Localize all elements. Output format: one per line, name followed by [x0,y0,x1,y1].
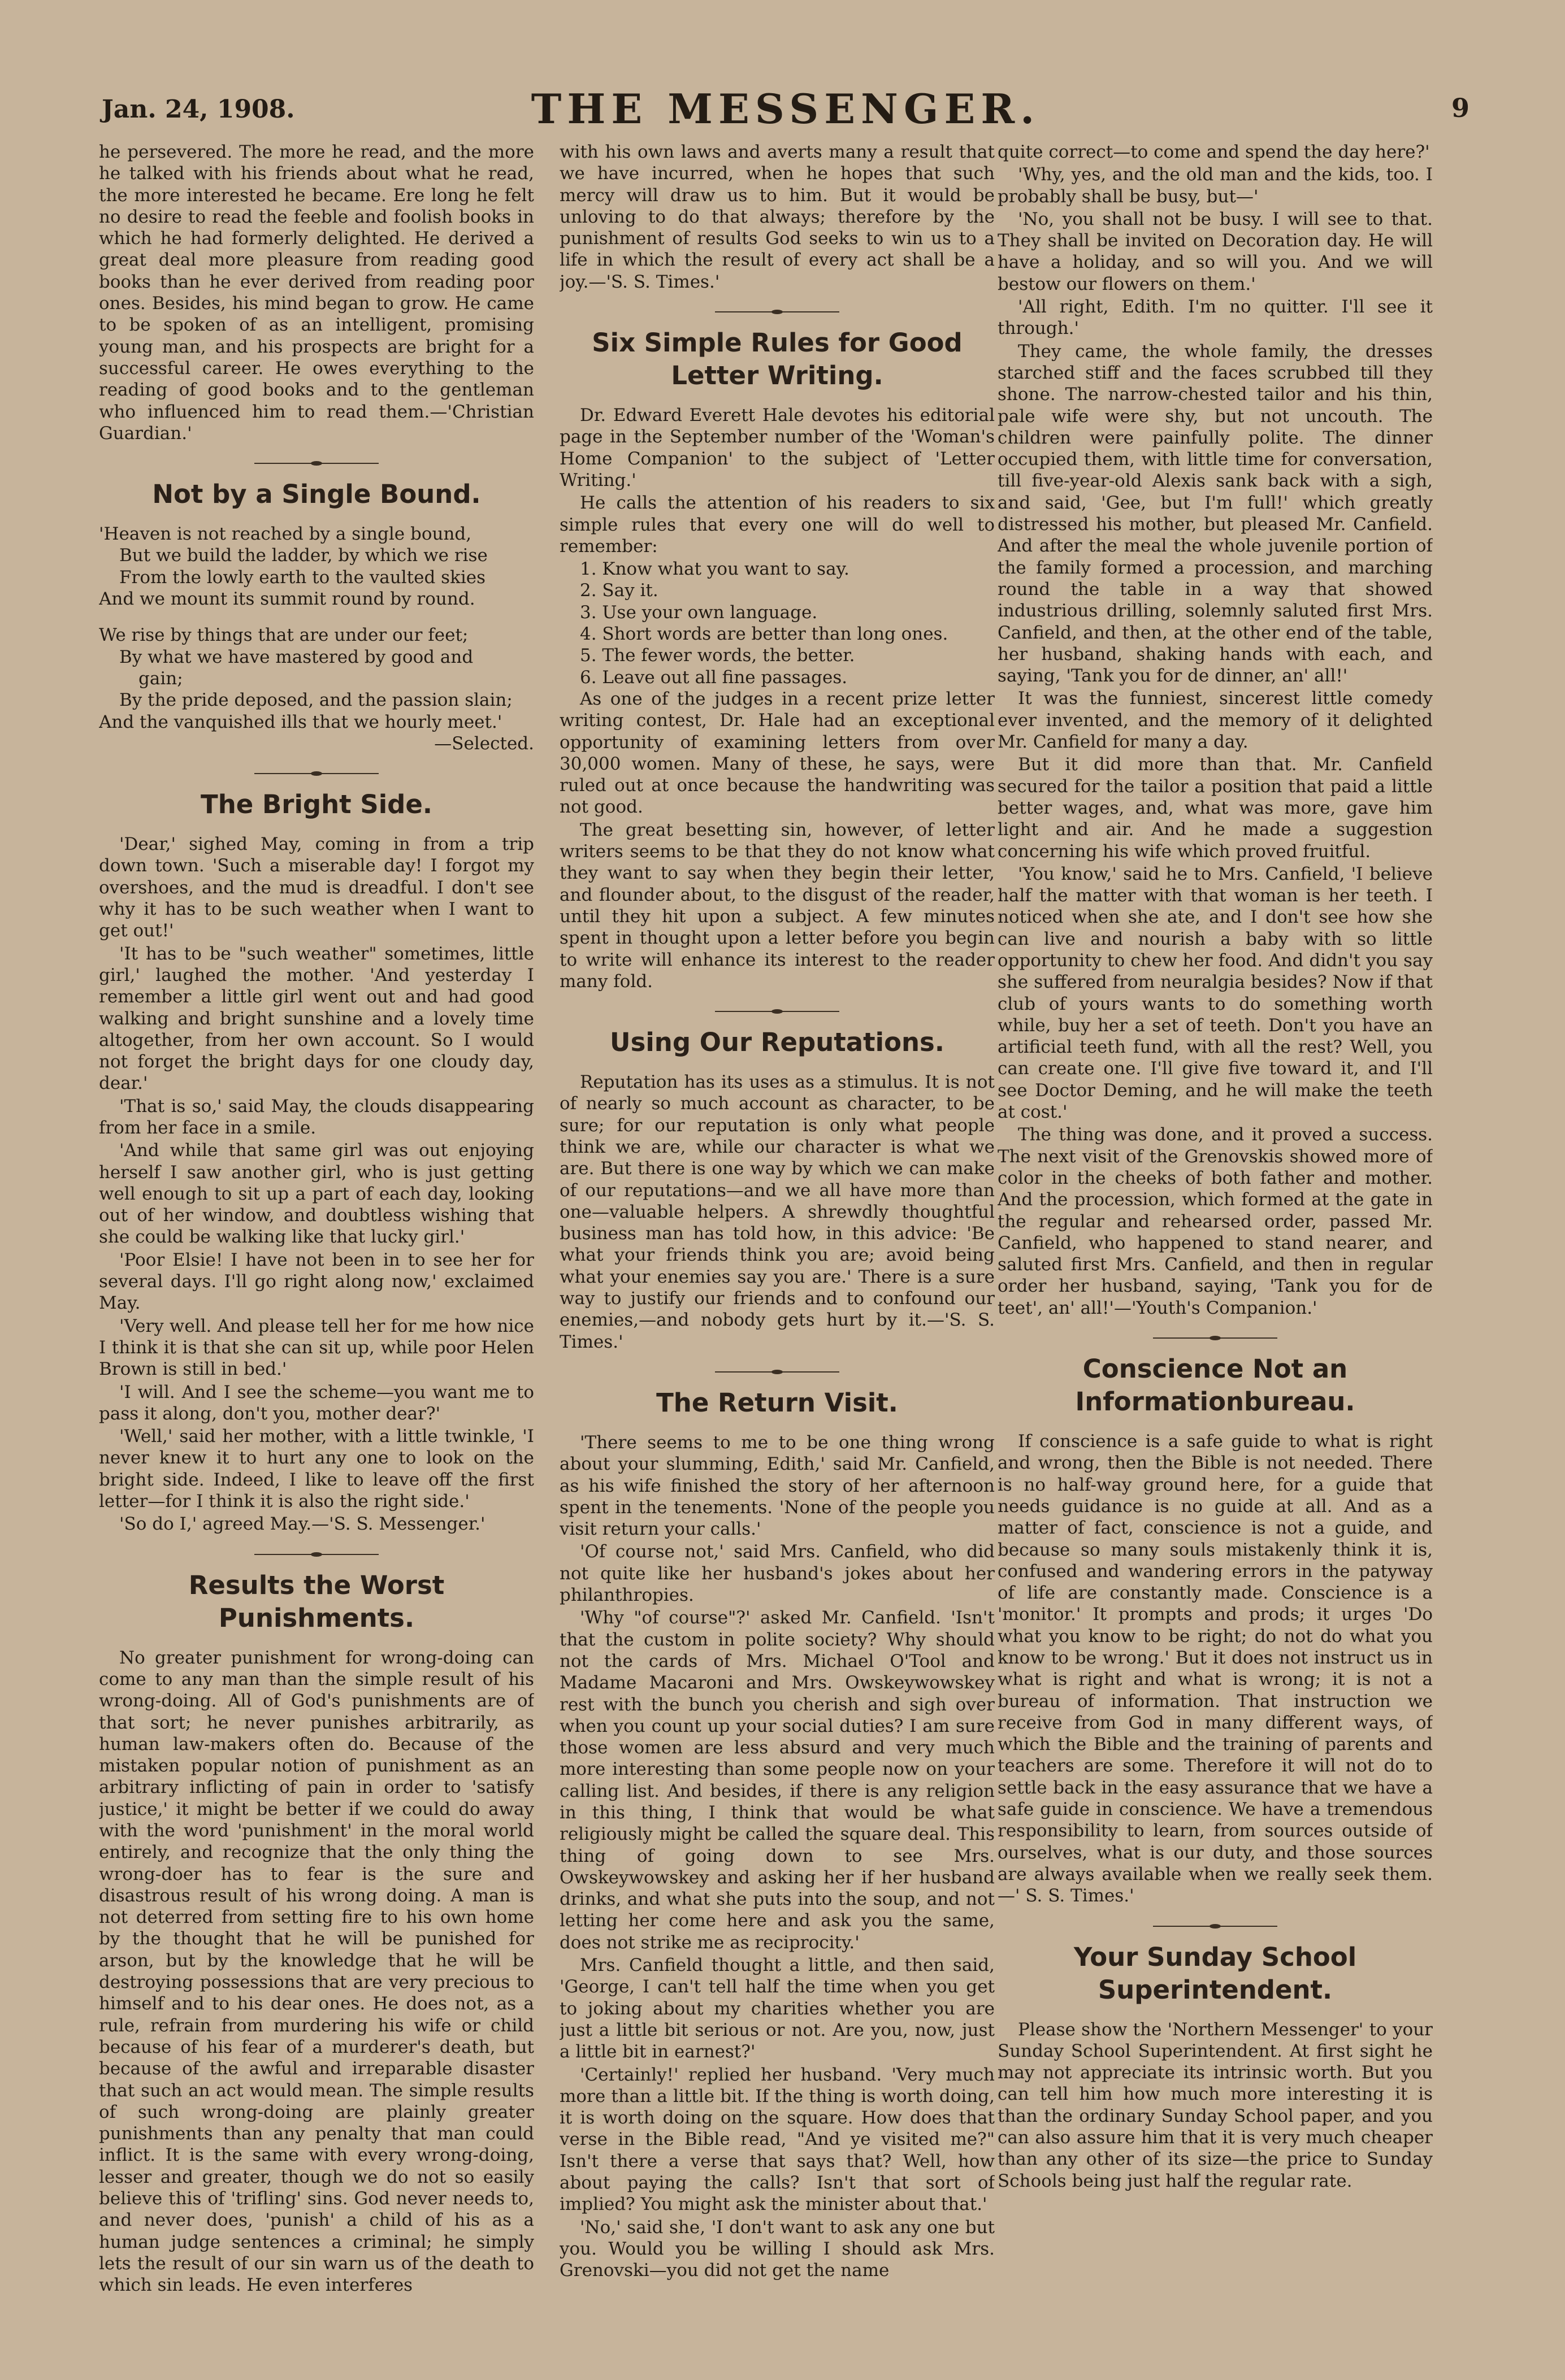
poem-line: But we build the ladder, by which we rise [119,545,488,566]
section-divider [1153,1336,1277,1340]
article-paragraph: It was the funniest, sincerest little comedy ever invented, and the memory of it delighted Mr. Canfield for many a day. [998,688,1433,753]
masthead-title: THE MESSENGER. [531,85,1041,133]
rule-item: 3. Use your own language. [580,602,818,623]
headline-conscience-not-an-informationbureau: Conscience Not an Informationbureau. [1075,1354,1355,1417]
poem-line: And we mount its summit round by round. [99,589,475,610]
section-divider [1153,1924,1277,1929]
rule-item: 4. Short words are better than long ones. [580,624,948,645]
article-paragraph: 'So do I,' agreed May.—'S. S. Messenger.' [119,1514,485,1535]
rule-item: 2. Say it. [580,580,658,601]
poem-line: By what we have mastered by good and [119,646,474,667]
article-paragraph: They came, the whole family, the dresses starched stiff and the faces scrubbed till they shone. The narrow-chested tailor and his thin, pale wife were shy, but not uncouth. The children were painfully polite. The dinner occupied them, with little time for conversation, till five-year-old Alexis sank back with a sigh, and said, 'Gee, but I'm full!' which greatly distressed his mother, but pleased Mr. Canfield. And after the meal the whole juvenile portion of the family formed a procession, and marching round the table in a way that showed industrious drilling, solemnly saluted first Mrs. Canfield, and then, at the other end of the table, her husband, shaking hands with each, and saying, 'Tank you for de dinner, an' all!' [998,341,1433,687]
article-paragraph: 'That is so,' said May, the clouds disappearing from her face in a smile. [99,1096,534,1138]
article-paragraph: But it did more than that. Mr. Canfield secured for the tailor a position that paid a little better wages, and, what was more, gave him light and air. And he made a suggestion concerning his wife which proved fruitful. [998,754,1433,862]
issue-date: Jan. 24, 1908. [102,95,295,124]
article-paragraph: 'All right, Edith. I'm no quitter. I'll see it through.' [998,297,1433,339]
section-divider [715,310,839,314]
section-divider [254,461,379,466]
article-paragraph: quite correct—to come and spend the day here?' [998,142,1430,162]
poem [99,523,534,754]
poem-line: From the lowly earth to the vaulted skies [119,567,486,588]
article-paragraph: 'Very well. And please tell her for me how nice I think it is that she can sit up, while poor Helen Brown is still in bed.' [99,1315,534,1380]
headline-the-return-visit: The Return Visit. [656,1387,898,1418]
article-paragraph: 'You know,' said he to Mrs. Canfield, 'I believe half the matter with that woman is her teeth. I noticed when she ate, and I don't see how she can live and nourish a baby with so little opportunity to chew her food. And didn't you say she suffered from neuralgia besides? Now if that club of yours wants to do something worth while, buy her a set of teeth. Don't you have an artificial teeth fund, with all the rest? Well, you can create one. I'll give five toward it, and I'll see Doctor Deming, and he will make the teeth at cost.' [998,863,1433,1123]
article-paragraph: 'There seems to me to be one thing wrong about your slumming, Edith,' said Mr. Canfield, as his wife finished the story of her afternoon spent in the tenements. 'None of the people you visit return your calls.' [560,1432,995,1540]
article-paragraph: 'No, you shall not be busy. I will see to that. They shall be invited on Decoration day. He will have a holiday, and so will you. And we will bestow our flowers on them.' [998,209,1433,294]
page-header [102,85,1469,136]
article-paragraph: 'Well,' said her mother, with a little twinkle, 'I never knew it to hurt any one to look on the bright side. Indeed, I like to leave off the first letter—for I think it is also the right side.' [99,1426,534,1512]
headline-using-our-reputations: Using Our Reputations. [610,1027,944,1058]
article-paragraph: 'I will. And I see the scheme—you want me to pass it along, don't you, mother dear?' [99,1382,534,1424]
page-number: 9 [1451,93,1469,123]
poem-line: 'Heaven is not reached by a single bound, [99,524,472,545]
stanza-gap [99,610,534,624]
column-1 [99,141,534,2356]
article-paragraph: The thing was done, and it proved a success. The next visit of the Grenovskis showed more of color in the cheeks of both father and mother. And the procession, which formed at the gate in the regular and rehearsed order, passed Mr. Canfield, who happened to stand nearer, and saluted first Mrs. Canfield, and then in regular order her husband, saying, 'Tank you for de teet', an' all!'—'Youth's Companion.' [998,1124,1433,1318]
section-divider [254,1552,379,1557]
rules-list [560,558,995,688]
headline-six-simple-rules: Six Simple Rules for Good Letter Writing. [592,328,963,391]
article-paragraph: 'Dear,' sighed May, coming in from a trip down town. 'Such a miserable day! I forgot my overshoes, and the mud is dreadful. I don't see why it has to be such weather when I want to get out!' [99,834,534,941]
headline-sunday-school-superintendent: Your Sunday School Superintendent. [1073,1942,1357,2005]
headline-not-by-a-single-bound: Not by a Single Bound. [152,479,481,510]
headline-the-bright-side: The Bright Side. [201,789,432,820]
section-divider [254,771,379,776]
article-paragraph: Reputation has its uses as a stimulus. It is not of nearly so much account as character, to be sure; for our reputation is only what people think we are, while our character is what we are. But there is one way by which we can make of our reputations—and we all have more than one—valuable helpers. A shrewdly thoughtful business man has told how, in this advice: 'Be what your friends think you are; avoid being what your enemies say you are.' There is a sure way to justify our friends and to confound our enemies,—and nobody gets hurt by it.—'S. S. Times.' [560,1072,995,1352]
article-paragraph: 'Why "of course"?' asked Mr. Canfield. 'Isn't that the custom in polite society? Why should not the cards of Mrs. Michael O'Tool and Madame Macaroni and Mrs. Owskeywowskey rest with the bunch you cherish and sigh over when you count up your social duties? I am sure those women are less absurd and very much more interesting than some people now on your calling list. And besides, if there is any religion in this thing, I think that would be what religiously might be called the square deal. This thing of going down to see Mrs. Owskeywowskey and asking her if her husband drinks, and what she puts into the soup, and not letting her come here and ask you the same, does not strike me as reciprocity.' [560,1608,995,1953]
poem-line: And the vanquished ills that we hourly meet.' [99,711,502,732]
column-3 [998,141,1433,2356]
headline-results-worst-punishments: Results the Worst Punishments. [188,1570,445,1633]
poem-source: —Selected. [434,733,534,754]
column-2 [560,141,995,2356]
article-paragraph: 'No,' said she, 'I don't want to ask any one but you. Would you be willing I should ask Mrs. Grenovski—you did not get the name [560,2217,995,2281]
article-paragraph: he persevered. The more he read, and the more he talked with his friends about what he read, the more interested he became. Ere long he felt no desire to read the feeble and foolish books in which he had formerly delighted. He derived a great deal more pleasure from reading good books than he ever derived from reading poor ones. Besides, his mind began to grow. He came to be spoken of as an intelligent, promising young man, and his prospects are bright for a successful career. He owes everything to the reading of good books and to the gentleman who influenced him to read them.—'Christian Guardian.' [99,142,534,444]
article-paragraph: Mrs. Canfield thought a little, and then said, 'George, I can't tell half the time when you get to joking about my charities whether you are just a little bit serious or not. Are you, now, just a little bit in earnest?' [560,1955,995,2062]
section-divider [715,1370,839,1374]
rule-item: 5. The fewer words, the better. [580,645,855,666]
article-paragraph: 'Of course not,' said Mrs. Canfield, who did not quite like her husband's jokes about her philanthropies. [560,1541,995,1606]
article-paragraph: As one of the judges in a recent prize letter writing contest, Dr. Hale had an exceptional opportunity of examining letters from over 30,000 women. Many of these, he says, were ruled out at once because the handwriting was not good. [560,688,995,818]
article-paragraph: with his own laws and averts many a result that we have incurred, when he hopes that such mercy will draw us to him. But it would be unloving to do that always; therefore by the punishment of results God seeks to win us to a life in which the result of every act shall be a joy.—'S. S. Times.' [560,142,995,292]
article-paragraph: The great besetting sin, however, of letter writers seems to be that they do not know what they want to say when they begin their letter, and flounder about, to the disgust of the reader, until they hit upon a subject. A few minutes spent in thought upon a letter before you begin to write will enhance its interest to the reader many fold. [560,819,995,992]
article-paragraph: Please show the 'Northern Messenger' to your Sunday School Superintendent. At first sight he may not appreciate its intrinsic worth. But you can tell him how much more interesting it is than the ordinary Sunday School paper, and you can also assure him that it is very much cheaper than any other of its size—the price to Sunday Schools being just half the regular rate. [998,2019,1433,2191]
article-paragraph: 'Certainly!' replied her husband. 'Very much more than a little bit. If the thing is worth doing, it is worth doing on the square. How does that verse in the Bible read, "And ye visited me?" Isn't there a verse that says that? Well, how about paying the calls? Isn't that sort of implied? You might ask the minister about that.' [560,2064,995,2215]
rule-item: 1. Know what you want to say. [580,559,849,580]
article-paragraph: 'It has to be "such weather" sometimes, little girl,' laughed the mother. 'And yesterday I remember a little girl went out and had good walking and bright sunshine and a lovely time altogether, from her own account. So I would not forget the bright days for one cloudy day, dear.' [99,943,534,1094]
rule-item: 6. Leave out all fine passages. [580,667,848,688]
article-paragraph: 'Poor Elsie! I have not been in to see her for several days. I'll go right along now,' exclaimed May. [99,1249,534,1314]
article-paragraph: No greater punishment for wrong-doing can come to any man than the simple result of his wrong-doing. All of God's punishments are of that sort; he never punishes arbitrarily, as human law-makers often do. Because of the mistaken popular notion of punishment as an arbitrary inflicting of pain in order to 'satisfy justice,' it might be better if we could do away with the word 'punishment' in the moral world entirely, and recognize that the only thing the wrong-doer has to fear is the sure and disastrous result of his wrong doing. A man is not deterred from setting fire to his own home by the thought that he will be punished for arson, but by the knowledge that he will be destroying possessions that are very precious to himself and to his dear ones. He does not, as a rule, refrain from murdering his wife or child because of his fear of a murderer's death, but because of the awful and irreparable disaster that such an act would mean. The simple results of such wrong-doing are plainly greater punishments than any penalty that man could inflict. It is the same with every wrong-doing, lesser and greater, though we do not so easily believe this of 'trifling' sins. God never needs to, and never does, 'punish' a child of his as a human judge sentences a criminal; he simply lets the result of our sin warn us of the death to which sin leads. He even interferes [99,1647,534,2296]
poem-line: By the pride deposed, and the passion slain; [119,690,513,711]
poem-line: We rise by things that are under our feet; [99,625,469,646]
article-paragraph: Dr. Edward Everett Hale devotes his editorial page in the September number of the 'Woman's Home Companion' to the subject of 'Letter Writing.' [560,405,995,490]
article-paragraph: 'Why, yes, and the old man and the kids, too. I probably shall be busy, but—' [998,164,1433,207]
article-paragraph: He calls the attention of his readers to six simple rules that every one will do well to remember: [560,493,995,557]
article-paragraph: If conscience is a safe guide to what is right and wrong, then the Bible is not needed. There is no half-way ground here, for a guide that needs guidance is no guide at all. And as a matter of fact, conscience is not a guide, and because so many souls mistakenly think it is, confused and wandering errors in the patyway of life are constantly made. Conscience is a 'monitor.' It prompts and prods; it urges 'Do what you know to be right; do not do what you know to be wrong.' But it does not instruct us in what is right and what is wrong; it is not a bureau of information. That instruction we receive from God in many different ways, of which the Bible and the training of parents and teachers are some. Therefore it will not do to settle back in the easy assurance that we have a safe guide in conscience. We have a tremendous responsibility to learn, from sources outside of ourselves, what is our duty, and those sources are always available when we really seek them.—' S. S. Times.' [998,1431,1433,1906]
section-divider [715,1009,839,1014]
poem-line: gain; [138,668,183,689]
article-paragraph: 'And while that same girl was out enjoying herself I saw another girl, who is just getting well enough to sit up a part of each day, looking out of her window, and doubtless wishing that she could be walking like that lucky girl.' [99,1140,534,1248]
